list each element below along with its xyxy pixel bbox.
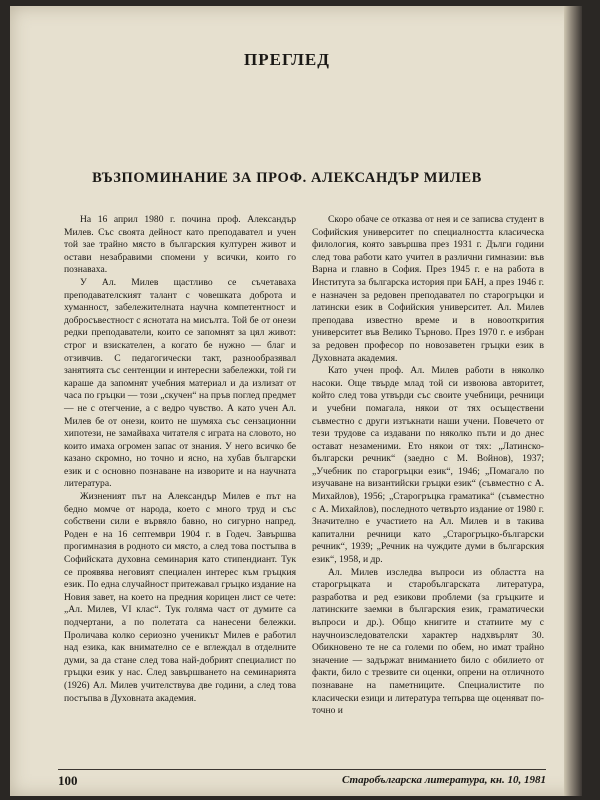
journal-page xyxy=(10,6,582,796)
book-spine-shadow xyxy=(564,6,582,796)
paragraph: На 16 април 1980 г. почина проф. Александър Милев. Със своята дейност като преподавател и учен той зае трайно място в българския културен живот и остави незабравими спомени у всички, които го познаваха. xyxy=(64,214,296,276)
page-number: 100 xyxy=(58,773,78,788)
paragraph: У Ал. Милев щастливо се съчетаваха преподавателският талант с човешката доброта и хуманност, забележителната научна компетентност и добросъвестност с яснотата на мисълта. Той бе от онези редки преподаватели, които се запомнят за цял живот: строг и взискателен, а когато бе нужно — благ и отзивчив. С педагогически такт, разнообразявал занятията със сентенции и интересни забележки, той ги караше да запомнят учебния материал и да излизат от часа по гръцки — този „скучен“ на пръв поглед предмет — не с отегчение, а с ведро чувство. А като учен Ал. Милев бе от онези, които не шумяха със сензационни хипотези, не замайваха читателя с играта на словото, но които имаха огромен запас от знания. У него всичко бе казано скромно, но точно и ясно, на хубав български език и с основно познаване на изворите и на научната литература. xyxy=(64,276,296,490)
paragraph: Скоро обаче се отказва от нея и се записва студент в Софийския университет по специалността класическа филология, която завършва през 1931 г. Дълги години след това работи като учител в различни гимназии: във Варна и главно в София. През 1945 г. е на работа в Института за българска история при БАН, а през 1946 г. е назначен за редовен преподавател по старогръцки и латински език в Софийския университет. Ал. Милев преподава известно време и в новооткрития университет във Велико Търново. През 1970 г. е избран за редовен професор по новозаветен гръцки език в Духовната академия. xyxy=(312,214,544,364)
right-text-column xyxy=(312,214,544,718)
paragraph: Жизненият път на Александър Милев е път на бедно момче от народа, което с много труд и със собствени сили е вървяло бавно, но сигурно напред. Роден е на 16 септември 1904 г. в Годеч. Завършва прогимназия в родното си място, а след това постъпва в Софийската духовна семинария като стипендиант. Тук се проявява неговият специален интерес към гръцкия език. По една случайност притежавал гръцко издание на Новия завет, на което на предния корицен лист се чете: „Ал. Милев, VI клас“. Тук голяма част от думите са подчертани, а по полетата са нанесени бележки. Проличава колко сериозно ученикът Милев е работил над езика, как внимателно се е вглеждал в отделните думи, за да стане след това най-добрият специалист по гръцки език у нас. След завършването на семинарията (1926) Ал. Милев учителствува две години, а след това постъпва в Духовната академия. xyxy=(64,491,296,704)
article-title: ВЪЗПОМИНАНИЕ ЗА ПРОФ. АЛЕКСАНДЪР МИЛЕВ xyxy=(92,170,482,186)
section-heading: ПРЕГЛЕД xyxy=(244,50,330,69)
running-footer-title: Старобългарска литература, кн. 10, 1981 xyxy=(342,774,546,786)
left-text-column xyxy=(64,214,296,705)
paragraph: Ал. Милев изследва въпроси из областта на старогръцката и старобългарската литература, разработва и ред езикови проблеми (за гръцките и латинските заемки в българския език, граматически въпроси и др.). Общо книгите и статиите му с научноизследователски характер надхвърлят 30. Обикновено те не са големи по обем, но имат трайно значение — задържат вниманието било с обилието от факти, било с трезвите си оценки, опрени на отличното познаване на паметниците. Специалистите по класически езици и литература тепърва ще оценяват по-точно и xyxy=(312,566,544,717)
footer-divider xyxy=(58,769,546,770)
paragraph: Като учен проф. Ал. Милев работи в няколко насоки. Още твърде млад той си извоюва авторитет, който след това утвърди със своите учебници, речници и учебни помагала, някои от тях осъществени съвместно с други изтъкнати наши учени. Повечето от тези трудове са издавани по няколко пъти и до днес остават незаменими. Ето някои от тях: „Латинско-български речник“ (заедно с М. Войнов), 1937; „Учебник по старогръцки език“, 1946; „Помагало по изучаване на византийски гръцки език“ (съвместно с А. Михайлов), 1956; „Старогръцка граматика“ (съвместно с А. Михайлов), последното четвърто издание от 1980 г. Значително е участието на Ал. Милев и в такива капитални речници като „Старогръцко-български речник“, 1939; „Речник на чуждите думи в българския език“, 1958, и др. xyxy=(312,365,544,566)
